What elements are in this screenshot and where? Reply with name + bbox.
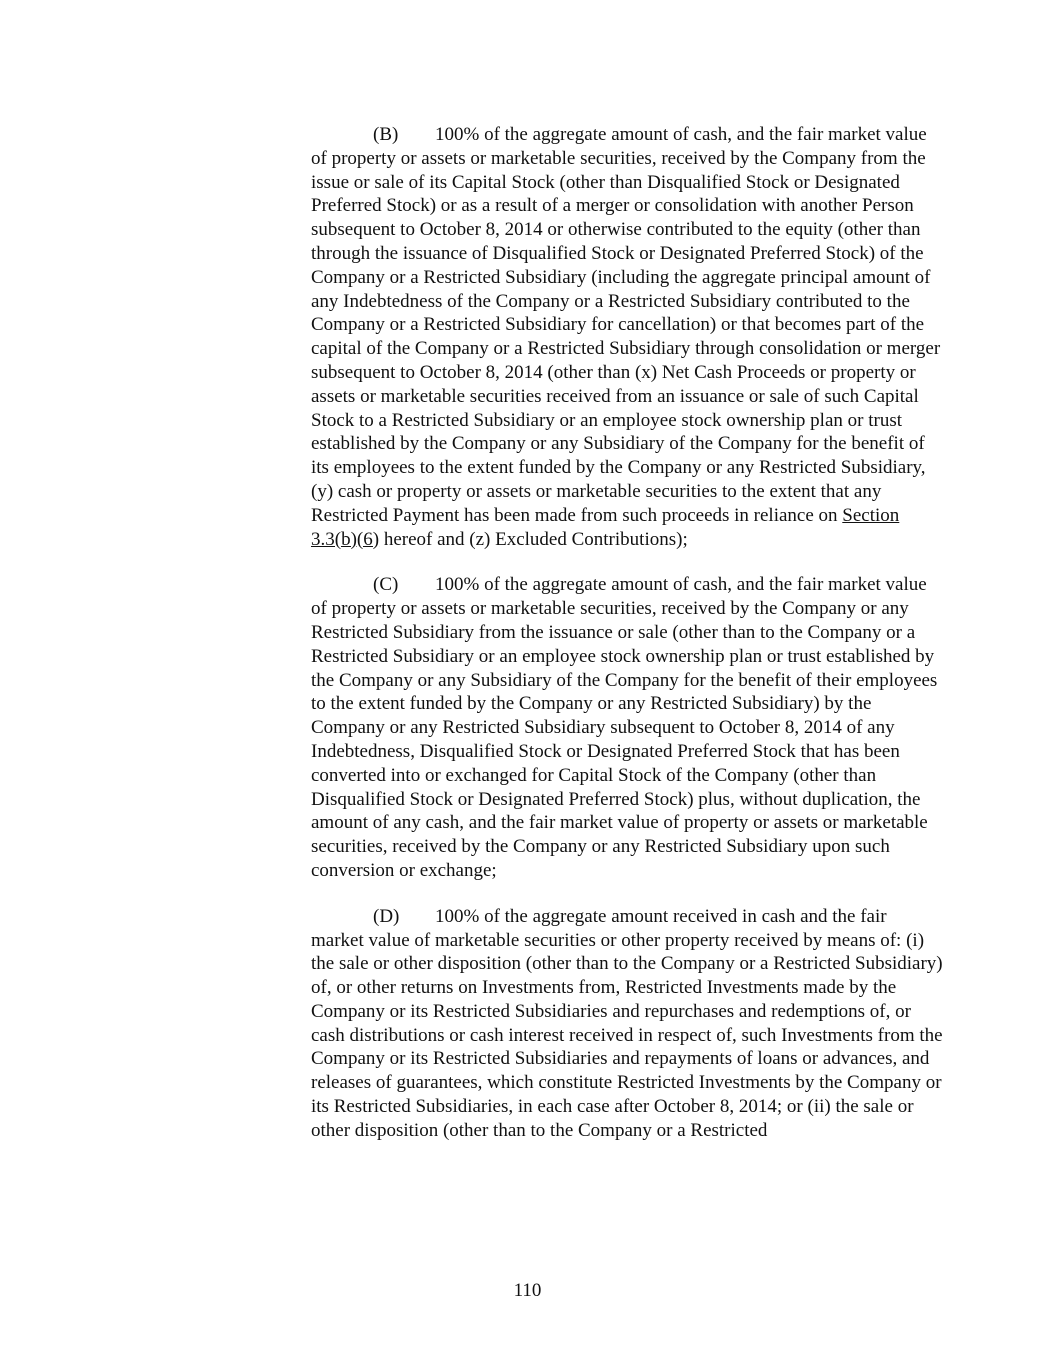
paragraph-label-b: (B) [373, 124, 399, 145]
paragraph-c-text: 100% of the aggregate amount of cash, and the fair market value of property or assets or marketable securities, received by the Company or any Restricted Subsidiary from the issuance or sale (other than to the Company or a Restricted Subsidiary or an employee stock ownership plan or trust established by the Company or any Subsidiary of the Company for the benefit of their employees to the extent funded by the Company or any Restricted Subsidiary) by the Company or any Restricted Subsidiary subsequent to October 8, 2014 of any Indebtedness, Disqualified Stock or Designated Preferred Stock that has been converted into or exchanged for Capital Stock of the Company (other than Disqualified Stock or Designated Preferred Stock) plus, without duplication, the amount of any cash, and the fair market value of property or assets or marketable securities, received by the Company or any Restricted Subsidiary upon such conversion or exchange; [311, 574, 938, 881]
page-number: 110 [513, 1280, 542, 1301]
paragraph-b [311, 123, 943, 551]
paragraph-b-text-after: hereof and (z) Excluded Contributions); [379, 528, 688, 550]
section-reference-link[interactable]: Section 3.3(b)(6) [311, 504, 900, 550]
paragraph-b-text-before: 100% of the aggregate amount of cash, and the fair market value of property or assets or marketable securities, received by the Company from the issue or sale of its Capital Stock (other than Disqualified Stock or Designated Preferred Stock) or as a result of a merger or consolidation with another Person subsequent to October 8, 2014 or otherwise contributed to the equity (other than through the issuance of Disqualified Stock or Designated Preferred Stock) of the Company or a Restricted Subsidiary (including the aggregate principal amount of any Indebtedness of the Company or a Restricted Subsidiary contributed to the Company or a Restricted Subsidiary for cancellation) or that becomes part of the capital of the Company or a Restricted Subsidiary through consolidation or merger subsequent to October 8, 2014 (other than (x) Net Cash Proceeds or property or assets or marketable securities received from an issuance or sale of such Capital Stock to a Restricted Subsidiary or an employee stock ownership plan or trust established by the Company or any Subsidiary of the Company for the benefit of its employees to the extent funded by the Company or any Restricted Subsidiary, (y) cash or property or assets or marketable securities to the extent that any Restricted Payment has been made from such proceeds in reliance on [311, 124, 941, 526]
body-text-column [311, 123, 943, 1165]
paragraph-d [311, 905, 943, 1143]
paragraph-d-text: 100% of the aggregate amount received in cash and the fair market value of marketable securities or other property received by means of: (i) the sale or other disposition (other than to the Company or a Restricted Subsidiary) of, or other returns on Investments from, Restricted Investments made by the Company or its Restricted Subsidiaries and repurchases and redemptions of, or cash distributions or cash interest received in respect of, such Investments from the Company or its Restricted Subsidiaries and repayments of loans or advances, and releases of guarantees, which constitute Restricted Investments by the Company or its Restricted Subsidiaries, in each case after October 8, 2014; or (ii) the sale or other disposition (other than to the Company or a Restricted [311, 905, 943, 1141]
paragraph-c [311, 573, 943, 882]
paragraph-label-d: (D) [373, 905, 400, 927]
paragraph-label-c: (C) [373, 574, 399, 596]
